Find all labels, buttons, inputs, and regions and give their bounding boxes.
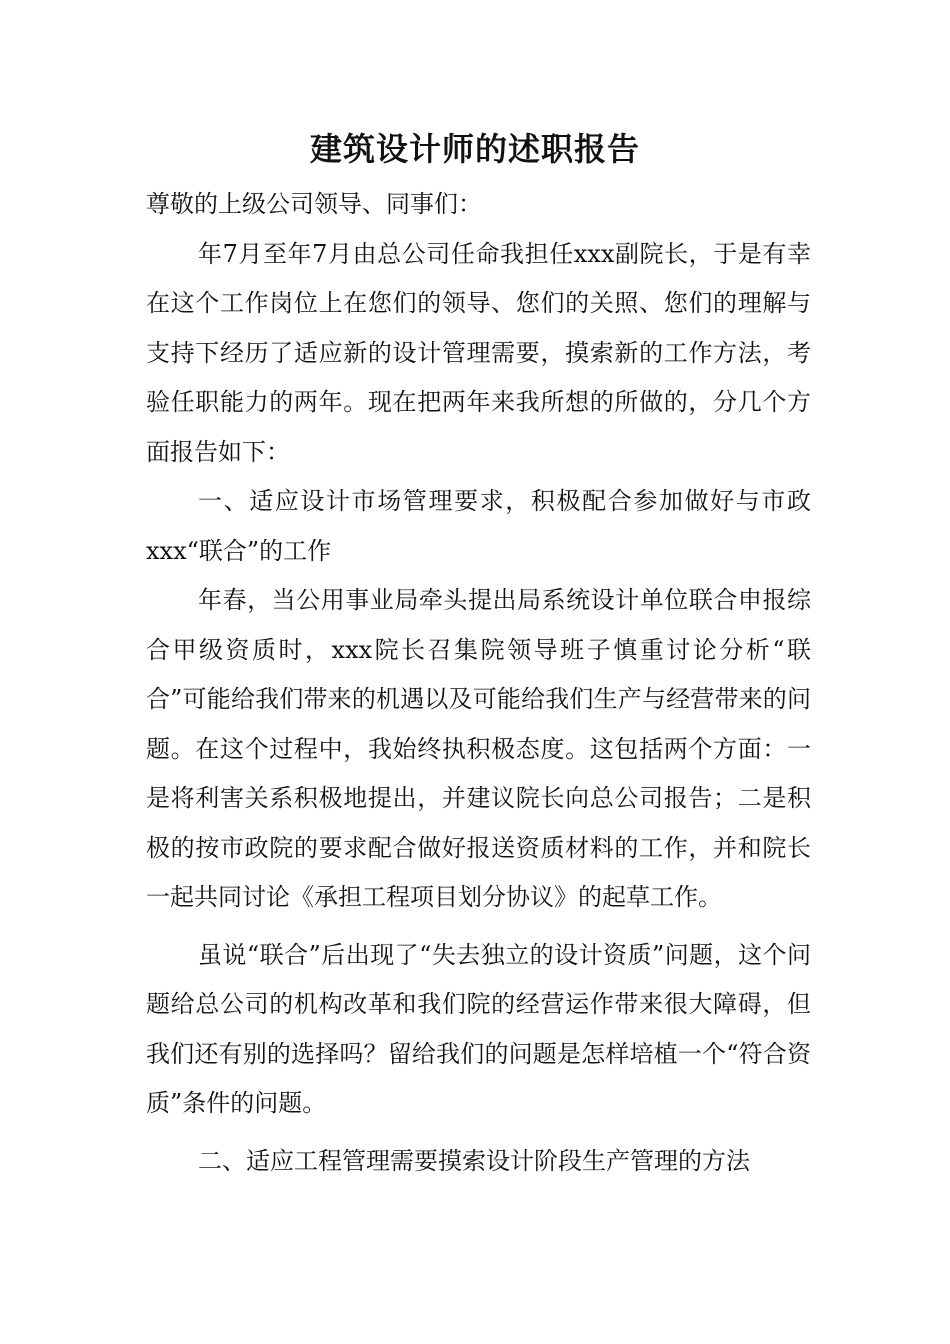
section-heading-2: 二、适应工程管理需要摸索设计阶段生产管理的方法 [198, 1146, 750, 1175]
section-heading-1: 一、适应设计市场管理要求，积极配合参加做好与市政xxx“联合”的工作 [146, 487, 811, 565]
document-body [146, 180, 811, 1186]
paragraph-intro: 年7月至年7月由总公司任命我担任xxx副院长，于是有幸在这个工作岗位上在您们的领导、您们的关照、您们的理解与支持下经历了适应新的设计管理需要，摸索新的工作方法，考验任职能力的两年。现在把两年来我所想的所做的，分几个方面报告如下： [146, 239, 811, 466]
paragraph-qualification-issue: 虽说“联合”后出现了“失去独立的设计资质”问题，这个问题给总公司的机构改革和我们院的经营运作带来很大障碍，但我们还有别的选择吗？留给我们的问题是怎样培植一个“符合资质”条件的问题。 [146, 940, 811, 1117]
document-title: 建筑设计师的述职报告 [309, 130, 640, 168]
paragraph-joint-application: 年春，当公用事业局牵头提出局系统设计单位联合申报综合甲级资质时，xxx院长召集院领导班子慎重讨论分析“联合”可能给我们带来的机遇以及可能给我们生产与经营带来的问题。在这个过程中，我始终执积极态度。这包括两个方面：一是将利害关系积极地提出，并建议院长向总公司报告；二是积极的按市政院的要求配合做好报送资质材料的工作，并和院长一起共同讨论《承担工程项目划分协议》的起草工作。 [146, 586, 811, 911]
salutation: 尊敬的上级公司领导、同事们： [146, 190, 482, 218]
